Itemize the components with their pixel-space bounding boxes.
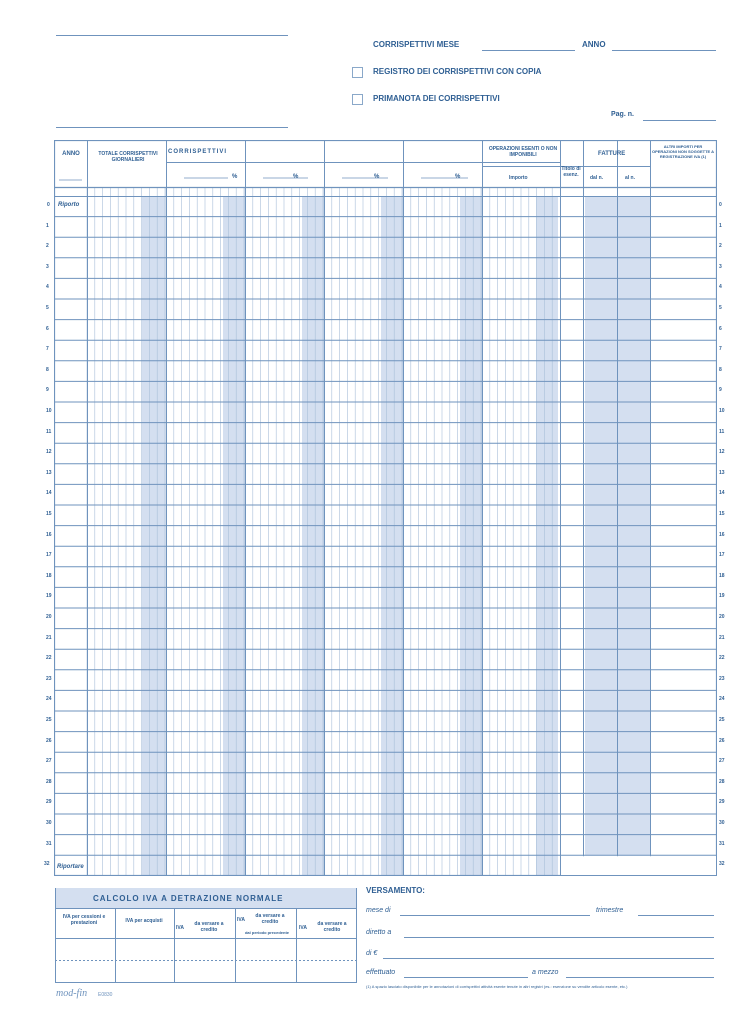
row-number-right: 15: [719, 511, 725, 517]
row-number-right: 24: [719, 696, 725, 703]
col-anno-header: ANNO: [62, 151, 80, 157]
calcolo-iva-lines: [55, 888, 357, 983]
versamento-mezzo-field[interactable]: [566, 977, 714, 978]
row-number-right: 5: [719, 305, 722, 311]
col-operazioni-header: OPERAZIONI ESENTI O NON IMPONIBILI: [488, 146, 558, 158]
row-number-right: 27: [719, 758, 725, 765]
row-number-left: 5: [46, 305, 49, 311]
row-number-left: 18: [46, 572, 52, 579]
row-number-left: 16: [46, 531, 52, 538]
registro-checkbox-label: REGISTRO DEI CORRISPETTIVI CON COPIA: [373, 67, 542, 76]
row-number-right: 1: [719, 222, 722, 229]
row-number-left: 25: [46, 717, 52, 723]
col-altri-header: ALTRI IMPORTI PER OPERAZIONI NON SOGGETTE A REGISTRAZIONE IVA (1): [651, 144, 715, 159]
row-number-left: 29: [46, 799, 52, 806]
row-number-right: 23: [719, 675, 725, 682]
row-number-left: 31: [46, 840, 52, 847]
pct-label-2: %: [293, 174, 299, 180]
pag-label: Pag. n.: [611, 111, 634, 118]
ledger-riportare-blank: [651, 856, 716, 875]
registro-checkbox[interactable]: [352, 67, 363, 78]
calcolo-col4: da versare a credito: [255, 913, 285, 925]
versamento-diretto-field[interactable]: [404, 937, 714, 938]
row-number-left: 7: [46, 346, 49, 353]
row-number-right: 26: [719, 737, 725, 744]
row-number-right: 4: [719, 284, 722, 291]
col-dal-header: dal n.: [590, 175, 604, 181]
versamento-mese-label: mese di: [366, 907, 391, 914]
anno-label: ANNO: [582, 40, 606, 49]
versamento-title: VERSAMENTO:: [366, 886, 425, 895]
row-number-right: 6: [719, 325, 722, 332]
top-left-blank-line: [56, 35, 288, 36]
row-number-right: 14: [719, 490, 725, 497]
row-number-left: 28: [46, 778, 52, 785]
calcolo-col1: IVA per cessioni e prestazioni: [62, 914, 106, 926]
riportare-label: Riportare: [57, 864, 84, 870]
versamento-footnote: (1) A spazio lasciato disponibile per le annotazioni di corrispettivi attività esente tenute in altri registri (es.: esenzione su vendite articolo esente, etc.): [366, 984, 628, 989]
calcolo-col5: da versare a credito: [317, 921, 347, 933]
row-number-right: 12: [719, 449, 725, 456]
calcolo-col3-iva: IVA: [176, 925, 184, 931]
col-totale-header: TOTALE CORRISPETTIVI GIORNALIERI: [98, 151, 158, 163]
col-al-header: al n.: [625, 175, 636, 181]
calcolo-col4-iva: IVA: [237, 917, 245, 923]
row-number-left: 2: [46, 243, 49, 250]
row-number-left: 8: [46, 366, 49, 373]
col-titolo-header: Titolo di esenz.: [561, 166, 581, 178]
row-number-right: 32: [719, 861, 725, 868]
row-number-left: 30: [46, 820, 52, 826]
mid-left-blank-line: [56, 127, 288, 128]
row-number-left: 26: [46, 737, 52, 744]
row-number-right: 3: [719, 263, 722, 270]
riporto-label: Riporto: [58, 202, 80, 208]
col-fatture-header: FATTURE: [598, 151, 626, 157]
row-number-right: 30: [719, 820, 725, 826]
pct-label-1: %: [232, 174, 238, 180]
row-number-right: 18: [719, 572, 725, 579]
row-number-left: 27: [46, 758, 52, 765]
row-number-left: 10: [46, 408, 52, 414]
calcolo-col3: da versare a credito: [194, 921, 224, 933]
row-number-right: 0: [719, 202, 722, 208]
row-number-left: 14: [46, 490, 52, 497]
row-number-right: 16: [719, 531, 725, 538]
pct-label-4: %: [455, 174, 461, 180]
row-number-left: 15: [46, 511, 52, 517]
row-number-left: 12: [46, 449, 52, 456]
brand-logo: mod-fin: [56, 988, 88, 999]
versamento-trimestre-field[interactable]: [638, 915, 714, 916]
anno-field[interactable]: [612, 50, 716, 51]
row-number-right: 17: [719, 552, 725, 559]
row-number-right: 11: [719, 428, 725, 435]
row-number-left: 17: [46, 552, 52, 559]
row-number-left: 9: [46, 387, 49, 394]
row-number-right: 28: [719, 778, 725, 785]
calcolo-col2: IVA per acquisti: [125, 918, 163, 924]
versamento-diretto-label: diretto a: [366, 929, 392, 936]
pag-field[interactable]: [643, 120, 716, 121]
col-importo-header: Importo: [509, 175, 528, 181]
row-number-right: 21: [719, 634, 725, 641]
row-number-right: 7: [719, 346, 722, 353]
versamento-euro-field[interactable]: [383, 958, 714, 959]
primanota-checkbox-label: PRIMANOTA DEI CORRISPETTIVI: [373, 94, 500, 103]
versamento-effettuato-label: effettuato: [366, 969, 396, 976]
row-number-right: 22: [719, 655, 725, 662]
row-number-left: 13: [46, 469, 52, 476]
row-number-right: 31: [719, 840, 725, 847]
row-number-left: 11: [46, 428, 52, 435]
row-number-left: 4: [46, 284, 49, 291]
row-number-left: 6: [46, 325, 49, 332]
row-number-left: 23: [46, 675, 52, 682]
calcolo-col4-sub: dal periodo precedente: [244, 930, 289, 935]
row-number-left: 20: [46, 614, 52, 620]
row-number-right: 13: [719, 469, 725, 476]
row-number-left: 21: [46, 634, 52, 641]
row-number-right: 9: [719, 387, 722, 394]
row-number-left: 1: [46, 222, 49, 229]
row-number-right: 10: [719, 408, 725, 414]
row-number-left: 19: [46, 593, 52, 600]
form-code: E0830: [98, 992, 113, 998]
pct-label-3: %: [374, 174, 380, 180]
primanota-checkbox[interactable]: [352, 94, 363, 105]
row-number-right: 25: [719, 717, 725, 723]
row-number-right: 2: [719, 243, 722, 250]
row-number-left: 24: [46, 696, 52, 703]
versamento-trimestre-label: trimestre: [596, 907, 624, 914]
versamento-mese-field[interactable]: [400, 915, 590, 916]
versamento-mezzo-label: a mezzo: [532, 969, 559, 976]
calcolo-iva-box: [55, 888, 357, 983]
row-number-right: 19: [719, 593, 725, 600]
corrispettivi-mese-label: CORRISPETTIVI MESE: [373, 40, 460, 49]
calcolo-col5-iva: IVA: [299, 925, 307, 931]
row-number-left: 32: [44, 861, 50, 868]
row-number-left: 0: [47, 202, 50, 208]
row-number-right: 8: [719, 366, 722, 373]
col-corrispettivi-header: CORRISPETTIVI: [168, 149, 228, 155]
versamento-euro-label: di €: [366, 950, 378, 957]
versamento-effettuato-field[interactable]: [404, 977, 528, 978]
mese-field[interactable]: [482, 50, 575, 51]
row-number-right: 29: [719, 799, 725, 806]
ledger-grid: [54, 140, 717, 876]
calcolo-iva-title: CALCOLO IVA A DETRAZIONE NORMALE: [93, 894, 284, 903]
row-number-left: 3: [46, 263, 49, 270]
row-number-left: 22: [46, 655, 52, 662]
row-number-right: 20: [719, 614, 725, 620]
